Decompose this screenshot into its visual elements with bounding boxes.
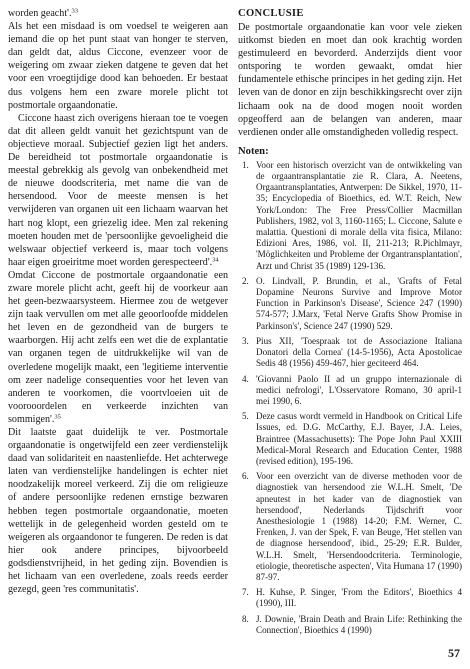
paragraph: Dit laatste gaat duidelijk te ver. Postmortale orgaandonatie is ongetwijfeld een zeer verdienstelijk daad van solidariteit en naastenliefde. Het achterwege laten van verdienstelijke handelingen is echter niet noodzakelijk moreel verkeerd. Zij die om religieuze of andere persoonlijke redenen ernstige bezwaren hebben tegen postmortale orgaandonatie, moeten wettelijk in de gelegenheid worden gesteld om te weigeren als orgaandonor te fungeren. De reden is dat hier ook andere principes, bijvoorbeeld godsdienstvrijheid, in het geding zijn. Bovendien is het lichaam van een overledene, zoals reeds eerder gezegd, geen 'res communitatis'.: [8, 427, 228, 596]
note-item: [238, 160, 462, 272]
paragraph-text: Omdat Ciccone de postmortale orgaandonatie een zware morele plicht acht, geeft hij de voorkeur aan het geen-bezwaarsysteem. Hiermee zou de wetgever zijn taak vervullen om met alle geoorloofde middelen het leven en de gezondheid van de burgers te waarborgen. Hij acht zelfs een wet die de explantatie van organen tegen de uitdrukkelijke wil van de overledene mogelijk maakt, een 'legitieme interventie om zeer nadelige consequenties voor het leven van anderen te voorkomen, die voortvloeien uit de voorooordelen en verkeerde inzichten van sommigen'.: [8, 269, 228, 425]
note-number: 6.: [242, 471, 249, 482]
note-text: Pius XII, 'Toespraak tot de Associazione Italiana Donatori della Cornea' (14-5-1956), Acta Apostolicae Sedis 48 (1956) 459-467, hier geciteerd 464.: [256, 335, 462, 369]
note-number: 7.: [242, 587, 249, 598]
note-text: O. Lindvall, P. Brundin, et al., 'Grafts of Fetal Dopamine Neurons Survive and Improve Motor Function in Parkinson's Disease', Science 247 (1990) 574-577; J.Marx, 'Fetal Nerve Grafts Show Promise in Parkinson's', Science 247 (1990) 529.: [256, 275, 462, 331]
note-number: 3.: [242, 335, 249, 346]
paragraph: [8, 112, 228, 269]
note-item: [238, 587, 462, 609]
note-item: [238, 374, 462, 408]
note-number: 2.: [242, 275, 249, 286]
footnote-ref: 34: [212, 256, 219, 264]
note-item: [238, 471, 462, 583]
note-text: J. Downie, 'Brain Death and Brain Life: Rethinking the Connection', Bioethics 4 (1990): [256, 613, 462, 635]
page-number: 57: [448, 646, 460, 660]
footnote-ref: 33: [71, 7, 78, 15]
section-heading: CONCLUSIE: [238, 8, 304, 19]
note-text: H. Kuhse, P. Singer, 'From the Editors', Bioethics 4 (1990), III.: [256, 587, 462, 609]
note-text: Deze casus wordt vermeld in Handbook on Critical Life Issues, ed. D.G. McCarthy, E.J. Bayer, J.A. Leies, Braintree (Massachusetts): The Pope John Paul XXIII Medical-Moral Research and Education Center, 1988 (revised edition), 195-196.: [256, 411, 462, 466]
note-number: 5.: [242, 411, 249, 422]
note-item: [238, 614, 462, 636]
note-text: Voor een historisch overzicht van de ontwikkeling van de orgaantransplantatie zie R. Clara, A. Neetens, Orgaantransplantaties, Antwerpen: De Sikkel, 1970, 11-35; Encyclopedia of Bioethics, ed. W.T. Reich, New York/London: The Free Press/Collier Macmillan Publishers, 1982, vol 3, 1160-1165; L. Ciccone, Salute e malattia. Questioni di morale della vita fisica, Milano: Edizioni Ares, 1986, vol. II, 211-213; R.Pichlmayr, 'Möglichkeiten und Probleme der Organtransplantation', Arzt und Christ 35 (1989) 129-136.: [256, 159, 462, 271]
left-column: [8, 7, 228, 596]
footnote-ref: 35: [54, 413, 61, 421]
notes-heading: Noten:: [238, 145, 269, 157]
right-column: [238, 7, 462, 640]
note-item: [238, 411, 462, 467]
note-number: 4.: [242, 373, 249, 384]
note-number: 1.: [242, 159, 249, 170]
notes-list: [238, 160, 462, 636]
paragraph-continued: [8, 7, 228, 20]
paragraph: Als het een misdaad is om voedsel te weigeren aan iemand die op het punt staat van honger te sterven, dan geldt dat, aldus Ciccone, evenzeer voor de weigering om zwaar zieken datgene te geven dat het voor een vroegtijdige dood kan behoeden. Er bestaat dus volgens hem een zware morele plicht tot postmortale orgaandonatie.: [8, 21, 228, 111]
note-item: [238, 276, 462, 332]
note-text: 'Giovanni Paolo II ad un gruppo internazionale di medici nefrologi', L'Osservatore Romano, 30 april-1 mei 1990, 6.: [256, 373, 462, 406]
paragraph: [8, 269, 228, 426]
conclusion-paragraph: De postmortale orgaandonatie kan voor vele zieken uitkomst bieden en moet dan ook krachtig worden gestimuleerd en bevorderd. Anderzijds dient voor ontsporing te worden gewaakt, omdat hier fundamentele ethische principes in het geding zijn. Het leven van de donor en zijn beschikkingsrecht over zijn lichaam ook na de dood mogen nooit worden opgeofferd aan de belangen van anderen, maar verdienen onder alle omstandigheden volledig respect.: [238, 22, 462, 138]
note-item: [238, 336, 462, 370]
note-number: 8.: [242, 613, 249, 624]
paragraph-text: Ciccone haast zich overigens hieraan toe te voegen dat dit alleen geldt vanuit het gezichtspunt van de objectieve moraal. Subjectief gezien ligt het anders. De bereidheid tot postmortale orgaandonatie is meestal gebrekkig als gevolg van onbekendheid met de nieuwe doodscriteria, met name die van de hersendood. Voor de meeste mensen is het verwijderen van organen uit een lichaam waarvan het hart nog klopt, een griezelig idee. Men zal rekening moeten houden met de 'persoonlijke gevoeligheid die welswaar objectief verkeerd is, maar toch volgens haar eigen groeiritme moet worden gerespecteerd'.: [8, 112, 228, 268]
note-text: Voor een overzicht van de diverse methoden voor de diagnostiek van hersendood zie W.L.H. Smelt, 'De apneutest in het kader van de diagnostiek van hersendood', Nederlands Tijdschrift voor Anesthesiologie 1 (1988) 14-20; F.M. Werner, C. Frenken, J. van der Spek, F. van Beuge, 'Het stellen van de diagnose hersendood', ibid., 25-29; E.R. Bulder, W.L.H. Smelt, 'Hersendoodcriteria. Terminologie, etiologie, theoretische aspecten', Vita Humana 17 (1990) 87-97.: [256, 471, 462, 582]
paragraph-text: worden geacht'.: [8, 8, 72, 19]
